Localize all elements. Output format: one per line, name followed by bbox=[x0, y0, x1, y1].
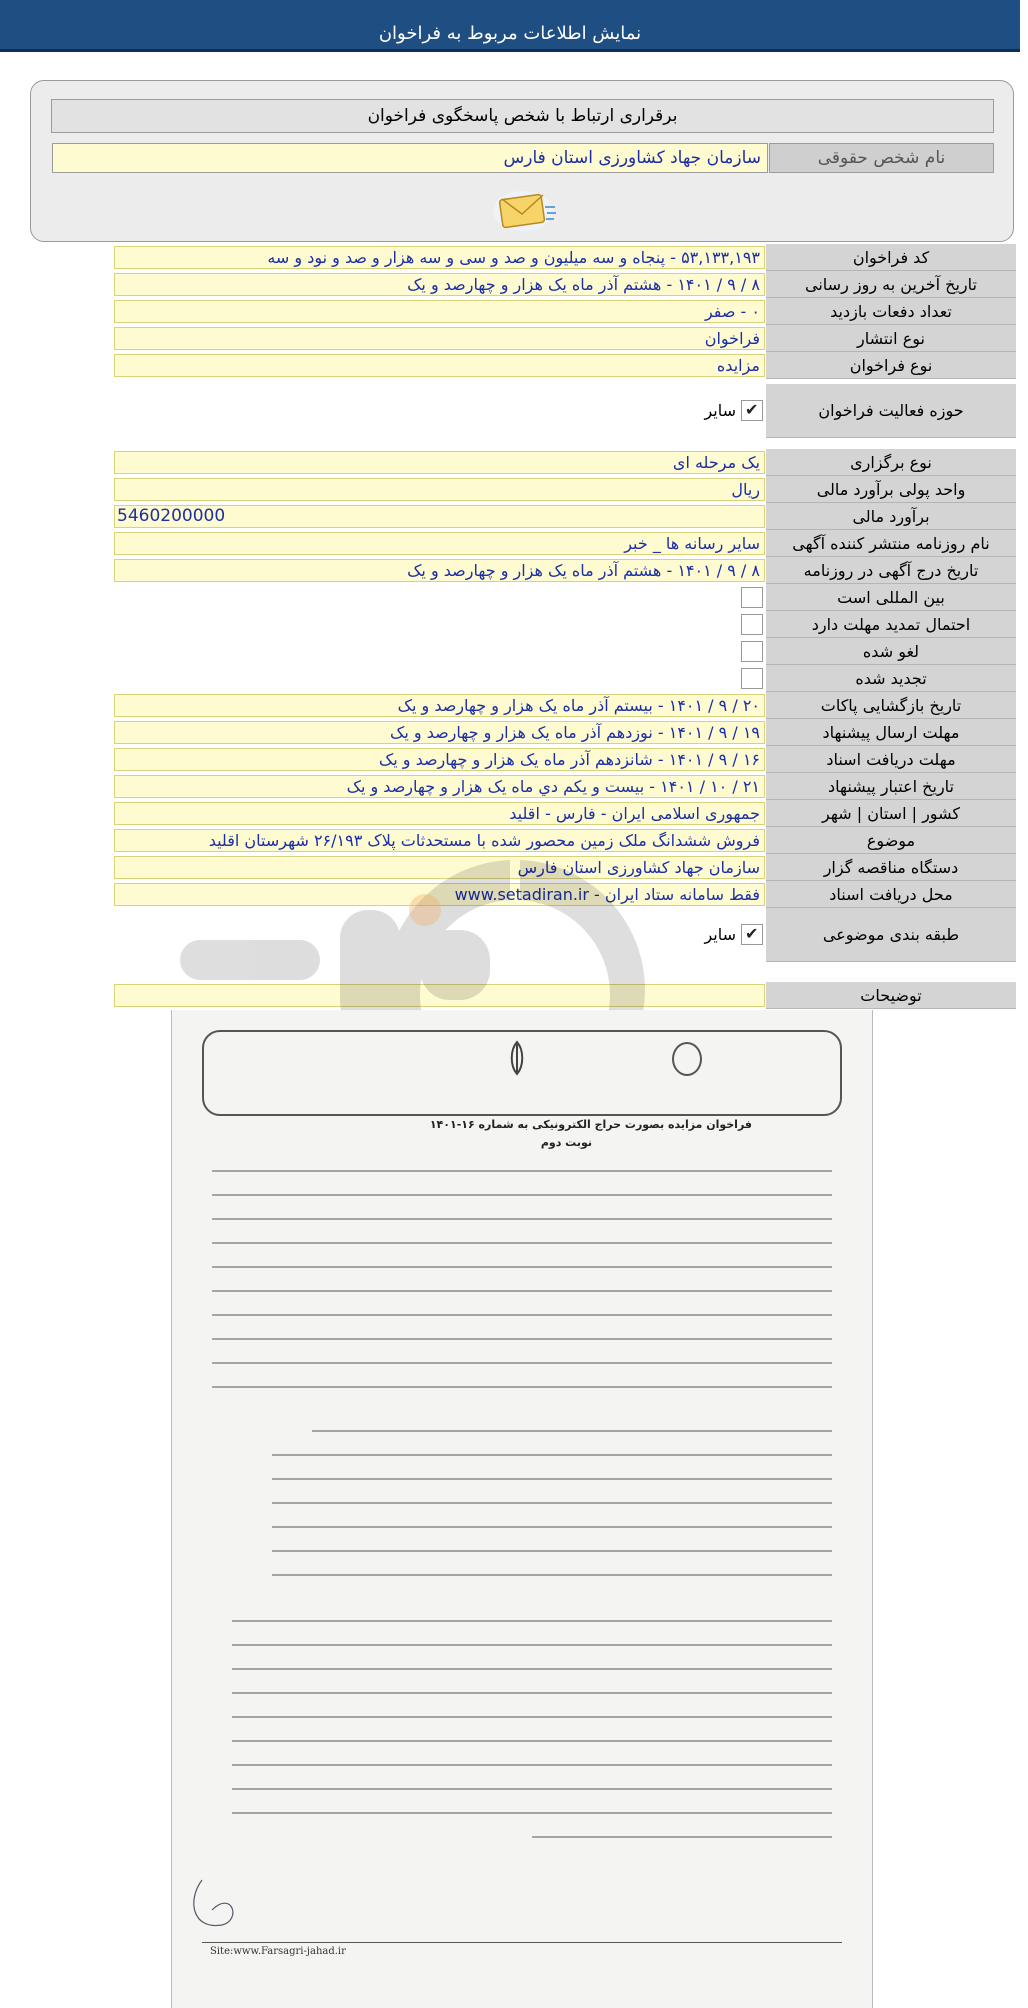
detail-value bbox=[114, 984, 765, 1007]
tender-document-image bbox=[171, 1010, 873, 2008]
document-text-line bbox=[232, 1716, 832, 1718]
detail-label: تاریخ اعتبار پیشنهاد bbox=[766, 773, 1016, 800]
document-website: Site:www.Farsagri-jahad.ir bbox=[210, 1946, 346, 1957]
detail-row bbox=[114, 854, 1016, 881]
detail-row bbox=[114, 982, 1016, 1009]
document-text-line bbox=[212, 1386, 832, 1388]
detail-checkbox[interactable] bbox=[741, 924, 763, 945]
detail-value: ۸ / ۹ / ۱۴۰۱ - هشتم آذر ماه یک هزار و چهارصد و یک bbox=[114, 559, 765, 582]
legal-person-value: سازمان جهاد کشاورزی استان فارس bbox=[52, 143, 768, 173]
detail-label: تعداد دفعات بازدید bbox=[766, 298, 1016, 325]
detail-row bbox=[114, 746, 1016, 773]
detail-value: فقط سامانه ستاد ایران - www.setadiran.ir bbox=[114, 883, 765, 906]
detail-value: ۲۰ / ۹ / ۱۴۰۱ - بیستم آذر ماه یک هزار و چهارصد و یک bbox=[114, 694, 765, 717]
ministry-emblem-icon bbox=[672, 1042, 702, 1076]
document-text-line bbox=[532, 1836, 832, 1838]
detail-label: احتمال تمدید مهلت دارد bbox=[766, 611, 1016, 638]
document-text-line bbox=[232, 1764, 832, 1766]
document-text-line bbox=[272, 1478, 832, 1480]
iran-emblem-icon bbox=[502, 1040, 532, 1076]
detail-row bbox=[114, 611, 1016, 638]
detail-label: برآورد مالی bbox=[766, 503, 1016, 530]
detail-value: ۰ - صفر bbox=[114, 300, 765, 323]
signature-mark bbox=[182, 1870, 252, 1940]
detail-row bbox=[114, 449, 1016, 476]
detail-label: محل دریافت اسناد bbox=[766, 881, 1016, 908]
document-text-line bbox=[272, 1526, 832, 1528]
detail-label: نام روزنامه منتشر کننده آگهی bbox=[766, 530, 1016, 557]
detail-checkbox[interactable] bbox=[741, 668, 763, 689]
document-text-line bbox=[312, 1430, 832, 1432]
detail-row bbox=[114, 244, 1016, 271]
detail-row bbox=[114, 557, 1016, 584]
detail-value: ۸ / ۹ / ۱۴۰۱ - هشتم آذر ماه یک هزار و چهارصد و یک bbox=[114, 273, 765, 296]
document-text-line bbox=[212, 1170, 832, 1172]
detail-label: نوع فراخوان bbox=[766, 352, 1016, 379]
document-footer-rule bbox=[202, 1942, 842, 1943]
detail-row bbox=[114, 584, 1016, 611]
detail-value: ۱۹ / ۹ / ۱۴۰۱ - نوزدهم آذر ماه یک هزار و چهارصد و یک bbox=[114, 721, 765, 744]
document-subtitle: نوبت دوم bbox=[540, 1136, 592, 1149]
detail-value: سازمان جهاد کشاورزی استان فارس bbox=[114, 856, 765, 879]
detail-row bbox=[114, 476, 1016, 503]
detail-label: تاریخ درج آگهی در روزنامه bbox=[766, 557, 1016, 584]
detail-row bbox=[114, 325, 1016, 352]
detail-checkbox[interactable] bbox=[741, 587, 763, 608]
document-text-line bbox=[232, 1692, 832, 1694]
detail-label: کد فراخوان bbox=[766, 244, 1016, 271]
detail-label: کشور | استان | شهر bbox=[766, 800, 1016, 827]
detail-label: دستگاه مناقصه گزار bbox=[766, 854, 1016, 881]
document-text-line bbox=[272, 1574, 832, 1576]
detail-label: موضوع bbox=[766, 827, 1016, 854]
document-text-line bbox=[232, 1812, 832, 1814]
detail-label: نوع انتشار bbox=[766, 325, 1016, 352]
detail-label: طبقه بندی موضوعی bbox=[766, 908, 1016, 962]
detail-value: ریال bbox=[114, 478, 765, 501]
window-title: نمایش اطلاعات مربوط به فراخوان bbox=[378, 23, 642, 44]
document-text-line bbox=[212, 1290, 832, 1292]
detail-value: یک مرحله ای bbox=[114, 451, 765, 474]
document-text-line bbox=[272, 1502, 832, 1504]
detail-row bbox=[114, 800, 1016, 827]
document-title: فراخوان مزایده بصورت حراج الکترونیکی به شماره ۱۶-۱۴۰۱ bbox=[429, 1118, 752, 1131]
document-text-line bbox=[232, 1620, 832, 1622]
document-text-line bbox=[212, 1338, 832, 1340]
detail-row bbox=[114, 908, 1016, 962]
detail-label: تاریخ آخرین به روز رسانی bbox=[766, 271, 1016, 298]
detail-label: مهلت ارسال پیشنهاد bbox=[766, 719, 1016, 746]
detail-label: واحد پولی برآورد مالی bbox=[766, 476, 1016, 503]
detail-value: فروش ششدانگ ملک زمین محصور شده با مستحدثات پلاک ۲۶/۱۹۳ شهرستان اقلید bbox=[114, 829, 765, 852]
detail-label: بین المللی است bbox=[766, 584, 1016, 611]
detail-row bbox=[114, 665, 1016, 692]
detail-row bbox=[114, 530, 1016, 557]
detail-label: تاریخ بازگشایی پاکات bbox=[766, 692, 1016, 719]
detail-value: جمهوری اسلامی ایران - فارس - اقلید bbox=[114, 802, 765, 825]
document-text-line bbox=[232, 1740, 832, 1742]
detail-checkbox[interactable] bbox=[741, 614, 763, 635]
detail-row bbox=[114, 638, 1016, 665]
document-text-line bbox=[212, 1242, 832, 1244]
detail-value: ۱۶ / ۹ / ۱۴۰۱ - شانزدهم آذر ماه یک هزار و چهارصد و یک bbox=[114, 748, 765, 771]
detail-value: ۲۱ / ۱۰ / ۱۴۰۱ - بیست و یکم دي ماه یک هزار و چهارصد و یک bbox=[114, 775, 765, 798]
document-text-line bbox=[212, 1218, 832, 1220]
document-text-line bbox=[232, 1668, 832, 1670]
detail-label: لغو شده bbox=[766, 638, 1016, 665]
detail-row bbox=[114, 827, 1016, 854]
detail-row bbox=[114, 773, 1016, 800]
mail-icon[interactable] bbox=[491, 185, 561, 233]
detail-row bbox=[114, 881, 1016, 908]
detail-checkbox[interactable] bbox=[741, 400, 763, 421]
detail-value: فراخوان bbox=[114, 327, 765, 350]
detail-row bbox=[114, 298, 1016, 325]
detail-label: توضیحات bbox=[766, 982, 1016, 1009]
window-titlebar bbox=[0, 0, 1020, 52]
detail-row bbox=[114, 719, 1016, 746]
detail-label: نوع برگزاری bbox=[766, 449, 1016, 476]
document-text-line bbox=[212, 1266, 832, 1268]
detail-row bbox=[114, 692, 1016, 719]
detail-checkbox[interactable] bbox=[741, 641, 763, 662]
document-text-line bbox=[232, 1644, 832, 1646]
detail-value: ۵۳,۱۳۳,۱۹۳ - پنجاه و سه میلیون و صد و سی و سه هزار و صد و نود و سه bbox=[114, 246, 765, 269]
detail-label: حوزه فعالیت فراخوان bbox=[766, 384, 1016, 438]
document-text-line bbox=[272, 1454, 832, 1456]
detail-row bbox=[114, 384, 1016, 438]
detail-label: تجدید شده bbox=[766, 665, 1016, 692]
document-text-line bbox=[212, 1194, 832, 1196]
detail-checkbox-label: سایر bbox=[704, 925, 736, 944]
document-text-line bbox=[212, 1362, 832, 1364]
detail-value: مزایده bbox=[114, 354, 765, 377]
contact-panel bbox=[30, 80, 1014, 242]
detail-value: سایر رسانه ها _ خبر bbox=[114, 532, 765, 555]
detail-row bbox=[114, 271, 1016, 298]
detail-value: 5460200000 bbox=[114, 505, 765, 528]
document-text-line bbox=[272, 1550, 832, 1552]
legal-person-label: نام شخص حقوقی bbox=[769, 143, 994, 173]
detail-label: مهلت دریافت اسناد bbox=[766, 746, 1016, 773]
document-text-line bbox=[232, 1788, 832, 1790]
document-text-line bbox=[212, 1314, 832, 1316]
detail-checkbox-label: سایر bbox=[704, 401, 736, 420]
detail-row bbox=[114, 503, 1016, 530]
detail-row bbox=[114, 352, 1016, 379]
contact-header: برقراری ارتباط با شخص پاسخگوی فراخوان bbox=[51, 99, 994, 133]
